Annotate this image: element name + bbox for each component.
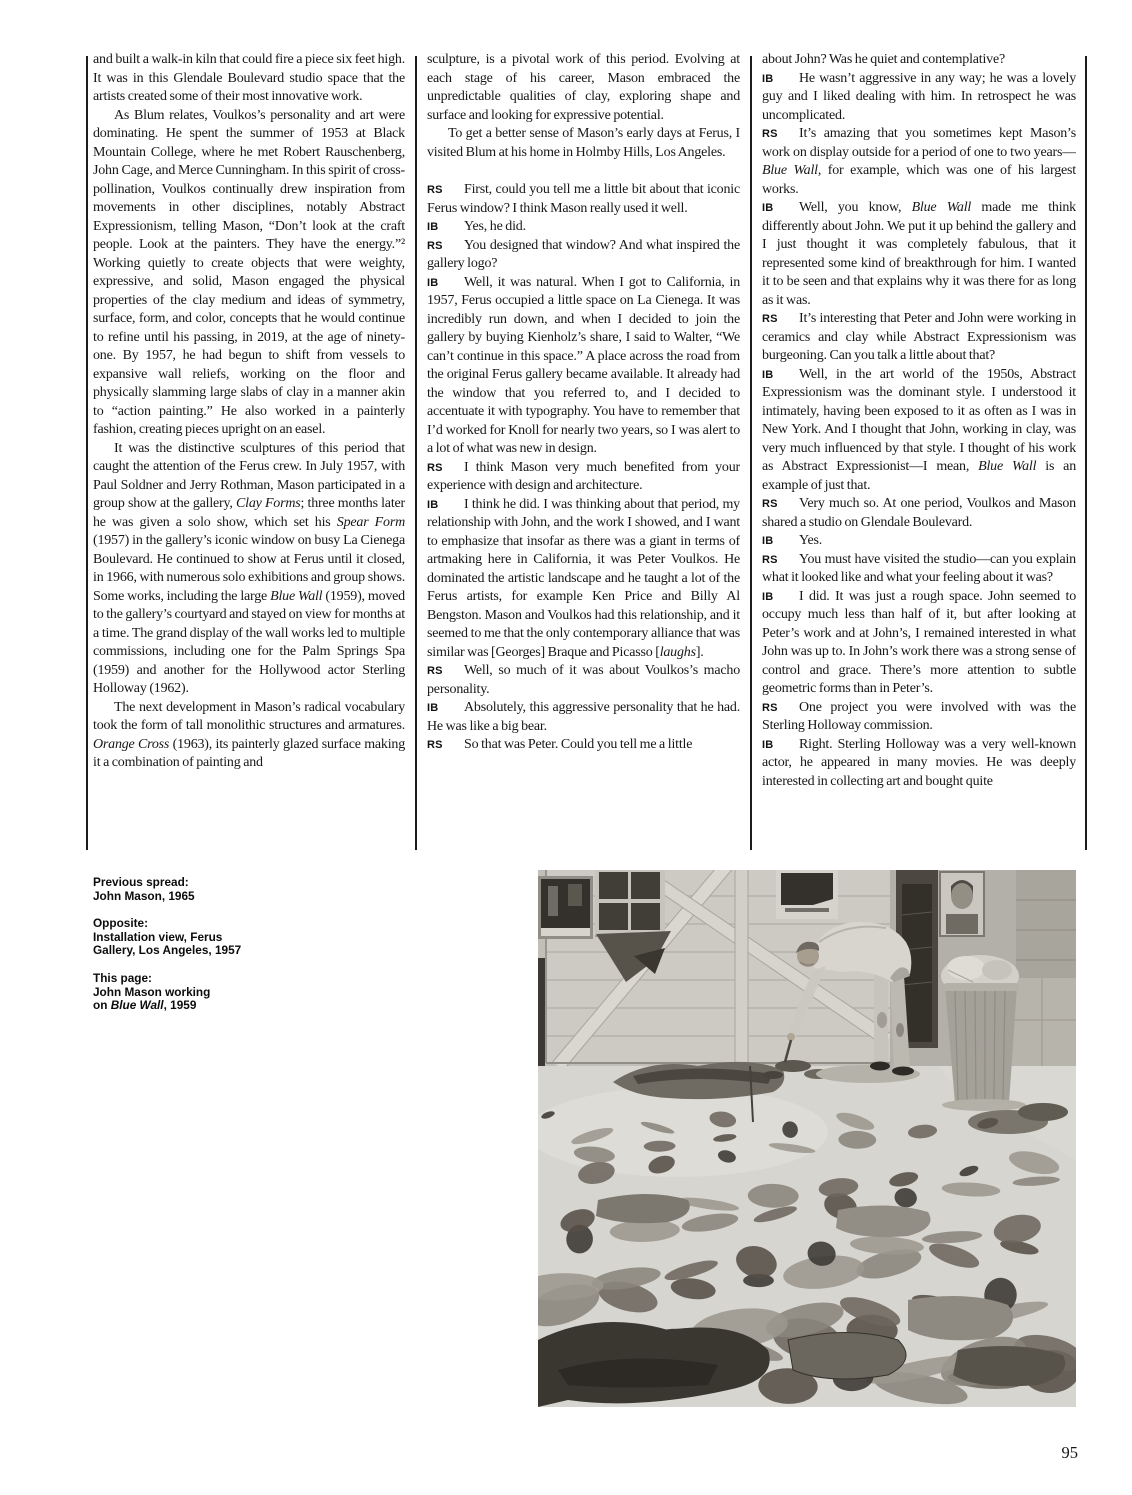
speaker-label: RS xyxy=(427,239,443,252)
speaker-label: RS xyxy=(427,184,443,196)
caption-line: on Blue Wall, 1959 xyxy=(93,998,197,1013)
speaker-label: RS xyxy=(762,498,778,510)
speaker-label: IB xyxy=(427,702,439,714)
speaker-label: IB xyxy=(427,498,439,511)
speaker-label: IB xyxy=(762,202,774,214)
interview-turn: IB I think he did. I was thinking about that period, my relationship with John, and the work I showed, and I want to emphasize that insofar as there was a giant in terms of artmaking here in California, it was Peter Voulkos. He dominated the artistic landscape and he taught a lot of the Ferus artists, for example Ken Price and Billy Al Bengston. Mason and Voulkos had this relationship, and it seemed to me that the only contemporary alliance that was similar was [Georges] Braque and Picasso [laughs]. xyxy=(427,496,740,660)
portrait-picture xyxy=(940,872,984,936)
interview-turn: RS It’s interesting that Peter and John were working in ceramics and clay while Abstract Expressionism was burgeoning. Can you talk a little about that? xyxy=(762,311,1076,363)
speaker-label: IB xyxy=(427,221,439,233)
speaker-label: IB xyxy=(762,590,774,603)
speaker-label: RS xyxy=(762,701,778,714)
photo-john-mason-working xyxy=(538,870,1076,1407)
wall-poster-left xyxy=(538,876,593,939)
paragraph: about John? Was he quiet and contemplative? xyxy=(762,52,1006,67)
interview-turn: IB Absolutely, this aggressive personality that he had. He was like a big bear. xyxy=(427,700,740,734)
text-column-3 xyxy=(762,51,1076,853)
interview-turn: RS I think Mason very much benefited from your experience with design and architecture. xyxy=(427,459,740,493)
interview-turn: IB Well, in the art world of the 1950s, Abstract Expressionism was the dominant style. I understood it intimately, having been exposed to it as often as I was in New York. And I thought that John, working in clay, was very much influenced by that style. I thought of his work as Abstract Expressionist—I mean, Blue Wall is an example of just that. xyxy=(762,366,1076,493)
caption-group xyxy=(93,876,323,903)
interview-turn: IB Yes. xyxy=(762,532,1076,551)
speaker-label: RS xyxy=(427,461,443,474)
column-rule-mid-2 xyxy=(750,56,752,850)
column-rule-left xyxy=(86,56,88,850)
interview-turn: RS Well, so much of it was about Voulkos’s macho personality. xyxy=(427,663,740,697)
interview-turn: IB He wasn’t aggressive in any way; he was a lovely guy and I liked dealing with him. In retrospect he was uncomplicated. xyxy=(762,70,1076,123)
caption-line: Opposite: xyxy=(93,916,149,931)
interview-turn: IB Well, you know, Blue Wall made me think differently about John. We put it up behind the gallery and I just thought it was completely fabulous, that it represented some kind of breakthrough for him. I wanted it to be seen and that explains why it was there for as long as it was. xyxy=(762,200,1076,308)
speaker-label: IB xyxy=(762,72,774,85)
speaker-label: IB xyxy=(762,368,774,381)
paragraph: To get a better sense of Mason’s early days at Ferus, I visited Blum at his home in Holmby Hills, Los Angeles. xyxy=(427,126,740,160)
caption-group xyxy=(93,917,323,958)
speaker-label: RS xyxy=(762,128,778,140)
speaker-label: RS xyxy=(427,739,443,751)
speaker-label: IB xyxy=(762,535,774,547)
caption-line: John Mason working xyxy=(93,984,211,999)
interview-turn: IB Well, it was natural. When I got to California, in 1957, Ferus occupied a little space on La Cienega. It was incredibly run down, and when I decided to join the gallery by buying Kienholz’s share, I said to Walter, “We can’t continue in this space.” A place across the road from the original Ferus gallery became available. It already had the window that you referred to, and I decided to accentuate it with typography. You have to remember that I’d worked for Knoll for nearly two years, so I was alert to a lot of what was new in design. xyxy=(427,274,740,456)
caption-line: John Mason, 1965 xyxy=(93,888,195,903)
paragraph: It was the distinctive sculptures of this period that caught the attention of the Ferus crew. In July 1957, with Paul Soldner and Jerry Rothman, Mason participated in a group show at the gallery, Clay Forms; three months later he was given a solo show, which set his Spear Form (1957) in the gallery’s iconic window on busy La Cienega Boulevard. He continued to show at Ferus until it closed, in 1966, with numerous solo exhibitions and group shows. Some works, including the large Blue Wall (1959), moved to the gallery’s courtyard and stayed on view for months at a time. The grand display of the wall works led to multiple commissions, including one for the Palm Springs Spa (1959) and another for the Hollywood actor Sterling Holloway (1962). xyxy=(93,440,405,696)
interview-turn: IB I did. It was just a rough space. John seemed to occupy much less than half of it, but after looking at Peter’s work and at John’s, I remained interested in what John was up to. In John’s work there was a strong sense of control and grace. There’s more attention to subtle geometric forms than in Peter’s. xyxy=(762,588,1076,696)
photo-captions xyxy=(93,876,323,1027)
caption-line: This page: xyxy=(93,970,152,985)
paragraph-gap xyxy=(427,162,740,181)
speaker-label: IB xyxy=(427,276,439,289)
speaker-label: RS xyxy=(762,313,778,325)
interview-turn: IB Right. Sterling Holloway was a very well-known actor, he appeared in many movies. He was deeply interested in collecting art and bought quite xyxy=(762,736,1076,789)
interview-turn: RS You must have visited the studio—can you explain what it looked like and what your feeling about it was? xyxy=(762,551,1076,585)
caption-group xyxy=(93,972,323,1013)
speaker-label: RS xyxy=(427,665,443,677)
paragraph: As Blum relates, Voulkos’s personality and art were dominating. He spent the summer of 1953 at Black Mountain College, where he met Robert Rauschenberg, John Cage, and Merce Cunningham. In this spirit of cross-pollination, Voulkos continually drew inspiration from movements in other disciplines, notably Abstract Expressionism, telling Mason, “Don’t look at the craft people. Look at the painters. They have the energy.”² Working quietly to create objects that were weighty, expressive, and solid, Mason engaged the physical properties of the clay medium and ideas of symmetry, surface, form, and color, concepts that he would continue to refine until his passing, in 2019, at the age of ninety-one. By 1957, he had begun to shift from vessels to expansive wall reliefs, working on the floor and physically slamming large slabs of clay in a manner akin to “action painting.” He also worked in a painterly fashion, creating pieces upright on an easel. xyxy=(93,107,405,437)
interview-turn: RS It’s amazing that you sometimes kept Mason’s work on display outside for a period of one to two years—Blue Wall, for example, which was one of his largest works. xyxy=(762,126,1076,197)
photo-illustration xyxy=(538,870,1076,1407)
text-column-2 xyxy=(427,51,740,853)
paragraph: and built a walk-in kiln that could fire a piece six feet high. It was in this Glendale Boulevard studio space that the artists created some of their most innovative work. xyxy=(93,52,405,104)
column-rule-mid-1 xyxy=(415,56,417,850)
interview-turn: RS One project you were involved with was the Sterling Holloway commission. xyxy=(762,699,1076,733)
crates xyxy=(1008,870,1076,1066)
caption-line: Gallery, Los Angeles, 1957 xyxy=(93,943,242,958)
speaker-label: RS xyxy=(762,553,778,566)
page-number: 95 xyxy=(1061,1443,1078,1462)
paragraph: The next development in Mason’s radical vocabulary took the form of tall monolithic structures and armatures. Orange Cross (1963), its painterly glazed surface making it a combination of painting and xyxy=(93,699,405,770)
paragraph: sculpture, is a pivotal work of this period. Evolving at each stage of his career, Mason embraced the unpredictable qualities of clay, exploring shape and surface and looking for expressive potential. xyxy=(427,52,740,123)
text-column-1 xyxy=(93,51,405,853)
window xyxy=(595,870,665,936)
interview-turn: IB Yes, he did. xyxy=(427,218,740,237)
left-post xyxy=(538,958,545,1075)
interview-turn: RS Very much so. At one period, Voulkos and Mason shared a studio on Glendale Boulevard. xyxy=(762,496,1076,530)
wall-poster-middle xyxy=(776,870,838,919)
interview-turn: RS First, could you tell me a little bit about that iconic Ferus window? I think Mason really used it well. xyxy=(427,182,740,216)
caption-line: Installation view, Ferus xyxy=(93,929,223,944)
interview-turn: RS So that was Peter. Could you tell me a little xyxy=(427,736,740,755)
caption-line: Previous spread: xyxy=(93,875,189,889)
speaker-label: IB xyxy=(762,738,774,751)
column-rule-right xyxy=(1085,56,1087,850)
interview-turn: RS You designed that window? And what inspired the gallery logo? xyxy=(427,237,740,271)
